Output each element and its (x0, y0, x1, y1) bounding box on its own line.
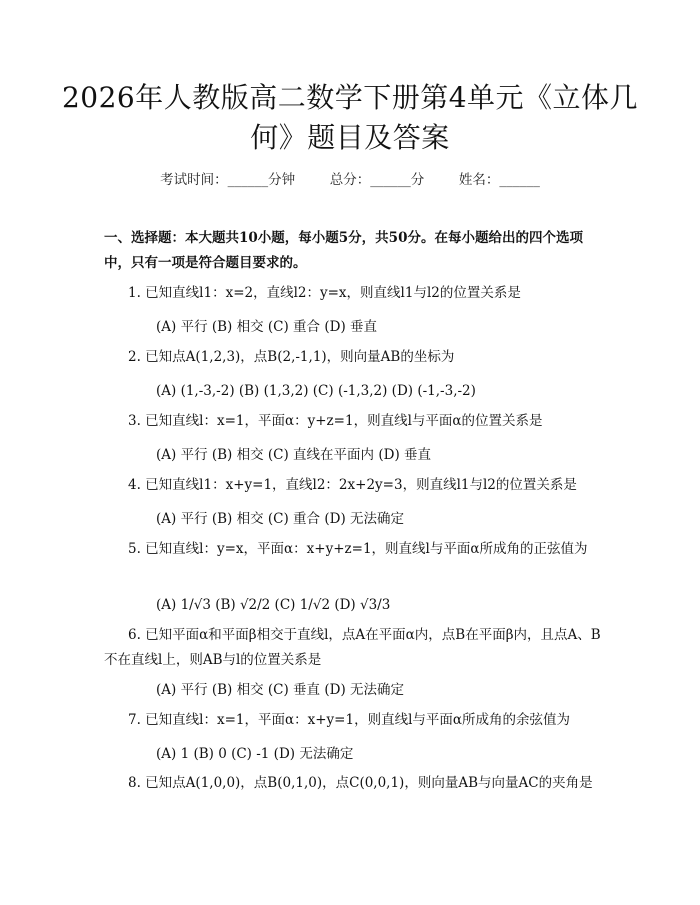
time-label: 考试时间： (160, 172, 228, 188)
question-5-stem: 5. 已知直线l：y=x，平面α：x+y+z=1，则直线l与平面α所成角的正弦值为 (128, 541, 588, 557)
score-unit: 分 (410, 172, 425, 188)
question-2-options: (A) (1,-3,-2) (B) (1,3,2) (C) (-1,3,2) (D) (-1,-3,-2) (156, 383, 476, 399)
question-7-stem: 7. 已知直线l：x=1，平面α：x+y=1，则直线l与平面α所成角的余弦值为 (128, 712, 571, 728)
question-1-stem: 1. 已知直线l1：x=2，直线l2：y=x，则直线l1与l2的位置关系是 (128, 285, 521, 301)
question-3-options: (A) 平行 (B) 相交 (C) 直线在平面内 (D) 垂直 (156, 447, 431, 463)
question-1-options: (A) 平行 (B) 相交 (C) 重合 (D) 垂直 (156, 319, 377, 335)
time-unit: 分钟 (268, 172, 296, 188)
question-6-stem: 6. 已知平面α和平面β相交于直线l，点A在平面α内，点B在平面β内，且点A、B不在直线l上，则AB与l的位置关系是 (104, 627, 601, 668)
score-label: 总分： (329, 172, 371, 188)
question-4-options: (A) 平行 (B) 相交 (C) 重合 (D) 无法确定 (156, 511, 404, 527)
question-6-options: (A) 平行 (B) 相交 (C) 垂直 (D) 无法确定 (156, 682, 404, 698)
question-4-stem: 4. 已知直线l1：x+y=1，直线l2：2x+2y=3，则直线l1与l2的位置关系是 (128, 477, 577, 493)
question-2-stem: 2. 已知点A(1,2,3)，点B(2,-1,1)，则向量AB的坐标为 (128, 349, 455, 365)
question-3-stem: 3. 已知直线l：x=1，平面α：y+z=1，则直线l与平面α的位置关系是 (128, 413, 543, 429)
exam-info (0, 168, 700, 188)
time-blank: ______ (227, 172, 269, 188)
score-blank: ______ (370, 172, 411, 188)
section-heading: 一、选择题：本大题共10小题，每小题5分，共50分。在每小题给出的四个选项中，只有一项是符合题目要求的。 (104, 230, 583, 271)
page-title: 2026年人教版高二数学下册第4单元《立体几何》题目及答案 (61, 81, 639, 154)
name-label: 姓名： (458, 172, 500, 188)
name-blank: ______ (499, 172, 540, 188)
question-8-stem: 8. 已知点A(1,0,0)，点B(0,1,0)，点C(0,0,1)，则向量AB与向量AC的夹角是 (128, 775, 593, 791)
question-5-options: (A) 1/√3 (B) √2/2 (C) 1/√2 (D) √3/3 (156, 597, 391, 613)
question-7-options: (A) 1 (B) 0 (C) -1 (D) 无法确定 (156, 746, 354, 762)
